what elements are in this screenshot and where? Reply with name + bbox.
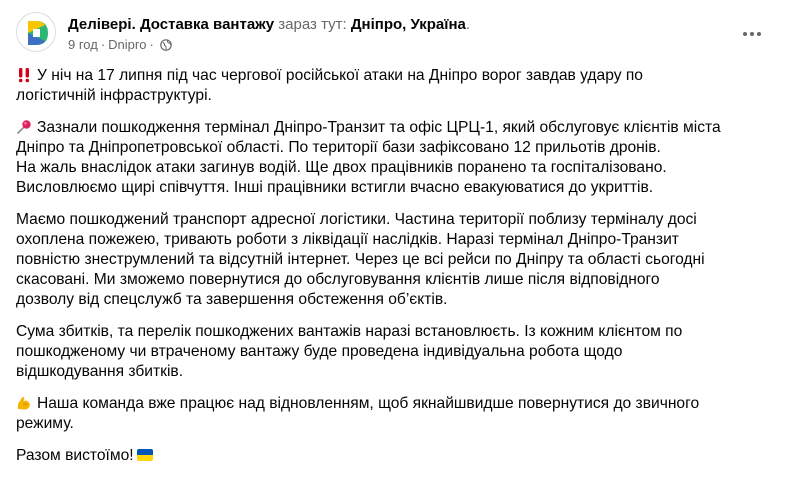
more-dot <box>757 32 761 36</box>
checkin-text: зараз тут: <box>274 16 351 33</box>
text-line: Наша команда вже працює над відновленням, щоб якнайшвидше повернутися до звичного <box>16 394 768 414</box>
text-line: дозволу від спецслужб та завершення обстеження об’єктів. <box>16 291 448 308</box>
meta-separator-2: · <box>149 37 154 52</box>
text-line: На жаль внаслідок атаки загинув водій. Ще двох працівників поранено та госпіталізовано. <box>16 159 667 176</box>
page-avatar[interactable] <box>16 12 56 52</box>
post-time-link[interactable]: 9 год <box>68 37 98 52</box>
text-line: Висловлюємо щирі співчуття. Інші працівники встигли вчасно евакуюватися до укриттів. <box>16 179 654 196</box>
text-line: Дніпро та Дніпропетровської області. По території бази зафіксовано 12 прильотів дронів. <box>16 139 661 156</box>
text-line: повністю знеструмлений та відсутній інтернет. Через це всі рейси по Дніпру та області сьогодні <box>16 251 705 268</box>
text-line: У ніч на 17 липня під час чергової російської атаки на Дніпро ворог завдав удару по <box>16 66 768 86</box>
text-line: охоплена пожежею, тривають роботи з ліквідації наслідків. Наразі термінал Дніпро-Транзит <box>16 231 679 248</box>
post-body <box>16 66 768 478</box>
text-line: логістичній інфраструктурі. <box>16 87 212 104</box>
delivery-logo-icon <box>22 18 52 48</box>
title-period: . <box>465 16 471 33</box>
text-line: Зазнали пошкодження термінал Дніпро-Транзит та офіс ЦРЦ-1, який обслуговує клієнтів міста <box>16 118 768 138</box>
post-meta <box>68 37 172 53</box>
text-line: Разом вистоїмо! <box>16 446 768 466</box>
double-exclamation-icon <box>16 67 32 83</box>
ukraine-flag-icon <box>137 449 153 461</box>
text-line: скасовані. Ми зможемо повернутися до обслуговування клієнтів лише після відповідного <box>16 271 660 288</box>
paragraph-5 <box>16 394 768 434</box>
more-dot <box>743 32 747 36</box>
flexed-biceps-icon <box>16 395 32 411</box>
paragraph-4 <box>16 322 768 382</box>
post-title-line <box>68 15 470 35</box>
text-line: Маємо пошкоджений транспорт адресної логістики. Частина території поблизу терміналу досі <box>16 211 697 228</box>
pushpin-icon <box>16 119 32 135</box>
text-line: режиму. <box>16 415 74 432</box>
paragraph-1 <box>16 66 768 106</box>
place-link[interactable]: Дніпро, Україна <box>350 16 466 33</box>
post-header <box>16 12 770 56</box>
paragraph-3 <box>16 210 768 310</box>
text-line: відшкодування збитків. <box>16 363 184 380</box>
post-location-link[interactable]: Dnipro <box>108 37 147 52</box>
globe-icon[interactable] <box>160 39 172 51</box>
paragraph-6 <box>16 446 768 466</box>
text-line: пошкодженому чи втраченому вантажу буде проведена індивідуальна робота щодо <box>16 343 623 360</box>
meta-separator: · <box>100 37 106 52</box>
text-line: Сума збитків, та перелік пошкоджених вантажів наразі встановлюєть. Із кожним клієнтом по <box>16 323 683 340</box>
more-options-button[interactable] <box>734 16 770 52</box>
paragraph-2 <box>16 118 768 198</box>
more-dot <box>750 32 754 36</box>
page-name-link[interactable]: Делівері. Доставка вантажу <box>68 16 275 33</box>
